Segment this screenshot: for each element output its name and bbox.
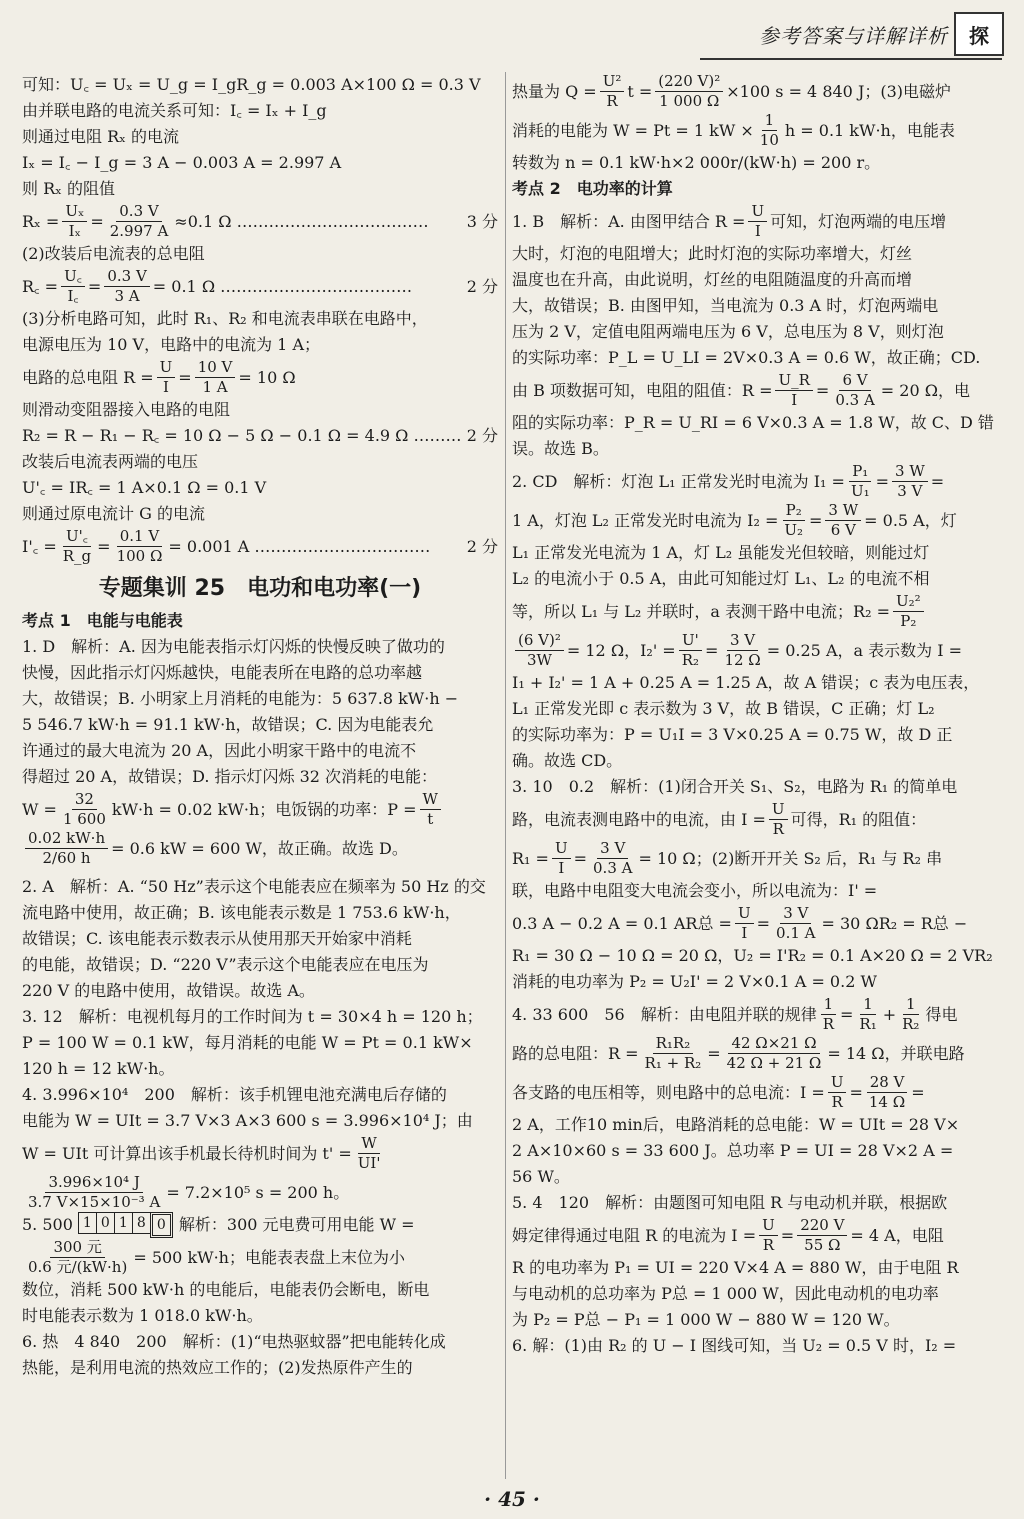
formula-text: = 0.1 Ω ……………………………… <box>152 276 413 296</box>
text-line: L₁ 正常发光电流为 1 A，灯 L₂ 虽能发光但较暗，则能过灯 <box>512 543 930 562</box>
text-line: 电源电压为 10 V，电路中的电流为 1 A； <box>22 335 320 354</box>
text-line: 由并联电路的电流关系可知：I꜀ = Iₓ + I_g <box>22 101 327 120</box>
topic-heading: 考点 2 电功率的计算 <box>512 179 673 198</box>
fraction: $\frac{U}{R}$ <box>828 1073 847 1112</box>
formula-line: 等，所以 L₁ 与 L₂ 并联时，a 表测干路中电流；R₂ = $\frac{\text{U₂²}}{\text{P₂}}$ <box>512 592 1000 631</box>
score: 2 分 <box>466 536 498 556</box>
right-column <box>512 72 1000 1359</box>
formula-line: R₁ = $\frac{U}{I}$ = $\frac{3 V}{0.3 A}$ = 10 Ω；(2)断开开关 S₂ 后，R₁ 与 R₂ 串 <box>512 839 943 877</box>
text-line: P = 100 W = 0.1 kW，每月消耗的电能 W = Pt = 0.1 kW× <box>22 1033 473 1052</box>
text-line: 数位，消耗 500 kW·h 的电能后，电能表仍会断电，断电 <box>22 1280 430 1299</box>
text-line: Iₓ = I꜀ − I_g = 3 A − 0.003 A = 2.997 A <box>22 153 342 172</box>
fraction: $\frac{\text{R₁R₂}}{\text{R₁ + R₂}}$ <box>644 1034 702 1072</box>
text-line: 56 W。 <box>512 1167 570 1186</box>
fraction: $\frac{U}{I}$ <box>552 839 571 878</box>
text-line: 电能为 W = UIt = 3.7 V×3 A×3 600 s = 3.996×10⁴ J；由 <box>22 1111 473 1130</box>
text-line: 1. D 解析：A. 因为电能表指示灯闪烁的快慢反映了做功的 <box>22 637 445 656</box>
score: 2 分 <box>466 276 498 296</box>
text-line: 得超过 20 A，故错误；D. 指示灯闪烁 32 次消耗的电能： <box>22 767 438 786</box>
text-line: 的电能，故错误；D. “220 V”表示这个电能表应在电压为 <box>22 955 429 974</box>
formula-text: = 10 Ω <box>238 367 296 387</box>
logo-icon: 探 <box>954 12 1004 56</box>
text-line: R 的电功率为 P₁ = UI = 220 V×4 A = 880 W，由于电阻 R <box>512 1258 959 1277</box>
fraction: $\frac{3 V}{0.1 A}$ <box>776 904 816 942</box>
fraction: $\frac{0.3 V}{3 A}$ <box>104 267 149 306</box>
fraction: $\frac{3 V}{12 \Omega}$ <box>724 631 761 669</box>
text-line: 5. 4 120 解析：由题图可知电阻 R 与电动机并联，根据欧 <box>512 1193 948 1212</box>
fraction: $\frac{\text{Uₓ}}{\text{Iₓ}}$ <box>62 202 87 241</box>
fraction: $\frac{\text{300 元}}{\text{0.6 元/(kW·h)}}$ <box>28 1238 128 1276</box>
text-line: 热能，是利用电流的热效应工作的；(2)发热原件产生的 <box>22 1358 413 1377</box>
text-line: 220 V 的电路中使用，故错误。故选 A。 <box>22 981 315 1000</box>
formula-text: = 0.001 A …………………………… <box>168 536 431 556</box>
text-line: 消耗的电功率为 P₂ = U₂I' = 2 V×0.1 A = 0.2 W <box>512 972 877 991</box>
text-line: 故错误；C. 该电能表示数表示从使用那天开始家中消耗 <box>22 929 412 948</box>
text-line: 5 546.7 kW·h = 91.1 kW·h，故错误；C. 因为电能表允 <box>22 715 434 734</box>
text-line: 4. 3.996×10⁴ 200 解析：该手机锂电池充满电后存储的 <box>22 1085 447 1104</box>
fraction: $\frac{\text{3.996×10⁴ J}}{\text{3.7 V×15×10⁻³ A}}$ <box>28 1173 161 1211</box>
formula-line: $\frac{0.02 kW\cdot h}{2/60 h}$ = 0.6 kW = 600 W，故正确。故选 D。 <box>22 829 498 868</box>
fraction: $\frac{U}{I}$ <box>735 904 754 943</box>
fraction: $\frac{W}{t}$ <box>420 790 441 829</box>
text-line: 转数为 n = 0.1 kW·h×2 000r/(kW·h) = 200 r。 <box>512 153 881 172</box>
meter-reading: 1 0 1 8 0 <box>79 1212 173 1238</box>
formula-text: = <box>90 211 104 231</box>
text-line: 3. 10 0.2 解析：(1)闭合开关 S₁、S₂，电路为 R₁ 的简单电 <box>512 777 958 796</box>
fraction: $\frac{\text{P₁}}{\text{U₁}}$ <box>850 462 870 500</box>
text-line: 的实际功率：P_L = U_LI = 2V×0.3 A = 0.6 W，故正确；CD. <box>512 348 981 367</box>
text-line: 温度也在升高，由此说明，灯丝的电阻随温度的升高而增 <box>512 270 913 289</box>
formula-line: 0.3 A − 0.2 A = 0.1 AR总 = $\frac{U}{I}$ = $\frac{3 V}{0.1 A}$ = 30 ΩR₂ = R总 − <box>512 904 968 942</box>
page-number: · 45 · <box>484 1487 540 1511</box>
text-line: 为 P₂ = P总 − P₁ = 1 000 W − 880 W = 120 W。 <box>512 1310 900 1329</box>
text-line: 大时，灯泡的电阻增大；此时灯泡的实际功率增大，灯丝 <box>512 244 913 263</box>
formula-line: 由 B 项数据可知，电阻的阻值：R = $\frac{U\_R}{I}$ = $\frac{6 V}{0.3 A}$ = 20 Ω，电 <box>512 371 971 409</box>
fraction: $\frac{3 V}{0.3 A}$ <box>593 839 633 877</box>
text-line: 可知：U꜀ = Uₓ = U_g = I_gR_g = 0.003 A×100 Ω = 0.3 V <box>22 75 481 94</box>
text-line: I₁ + I₂' = 1 A + 0.25 A = 1.25 A，故 A 错误；c 表为电压表， <box>512 673 980 692</box>
text-line: 快慢，因此指示灯闪烁越快，电能表所在电路的总功率越 <box>22 663 423 682</box>
formula-text: R₂ = R − R₁ − R꜀ = 10 Ω − 5 Ω − 0.1 Ω = 4.9 Ω ……… <box>22 426 462 445</box>
fraction: $\frac{U}{I}$ <box>748 202 767 241</box>
text-line: 2 A×10×60 s = 33 600 J。总功率 P = UI = 28 V×2 A = <box>512 1141 954 1160</box>
text-line: 6. 热 4 840 200 解析：(1)“电热驱蚊器”把电能转化成 <box>22 1332 446 1351</box>
text-line: 大，故错误；B. 小明家上月消耗的电能为：5 637.8 kW·h − <box>22 689 459 708</box>
fraction: $\frac{28 V}{14 \Omega}$ <box>866 1073 908 1112</box>
topic-heading: 考点 1 电能与电能表 <box>22 611 183 630</box>
text-line: 确。故选 CD。 <box>512 751 623 770</box>
fraction: $\frac{1}{\text{R₁}}$ <box>859 995 877 1033</box>
formula-text: I'꜀ = <box>22 536 57 556</box>
page-header <box>759 14 1004 54</box>
text-line: 时电能表示数为 1 018.0 kW·h。 <box>22 1306 263 1325</box>
formula-line: 路的总电阻：R = $\frac{\text{R₁R₂}}{\text{R₁ + R₂}}$ = $\frac{42 \Omega\times 21 \Omega}{42 \Omega + 21 \Omega}$ = 14 Ω，并联电路 <box>512 1034 965 1072</box>
fraction: $\frac{6 V}{0.3 A}$ <box>835 371 875 409</box>
text-line: 3. 12 解析：电视机每月的工作时间为 t = 30×4 h = 120 h； <box>22 1007 483 1026</box>
formula-line: 路，电流表测电路中的电流，由 I = $\frac{U}{R}$ 可得，R₁ 的阻值： <box>512 800 927 838</box>
fraction: $\frac{3 W}{6 V}$ <box>825 501 861 540</box>
text-line: 6. 解：(1)由 R₂ 的 U − I 图线可知，当 U₂ = 0.5 V 时，I₂ = <box>512 1336 957 1355</box>
text-line: 则 Rₓ 的阻值 <box>22 179 116 198</box>
text-line: 2. A 解析：A. “50 Hz”表示这个电能表应在频率为 50 Hz 的交 <box>22 877 486 896</box>
text-line: 压为 2 V，定值电阻两端电压为 6 V，总电压为 8 V，则灯泡 <box>512 322 944 341</box>
score: 2 分 <box>466 426 498 445</box>
text-line: 则通过原电流计 G 的电流 <box>22 504 205 523</box>
fraction: $\frac{32}{1 600}$ <box>62 790 106 828</box>
formula-text: = <box>87 276 102 296</box>
fraction: $\frac{W}{UI'}$ <box>357 1134 381 1172</box>
text-line: 的实际功率为：P = U₁I = 3 V×0.25 A = 0.75 W，故 D 正 <box>512 725 953 744</box>
text-line: R₁ = 30 Ω − 10 Ω = 20 Ω，U₂ = I'R₂ = 0.1 A×20 Ω = 2 VR₂ <box>512 946 993 965</box>
header-title: 参考答案与详解详析 <box>759 23 948 48</box>
formula-line: $\frac{\text{(6 V)²}}{3W}$ = 12 Ω，I₂' = $\frac{U'}{\text{R₂}}$ = $\frac{3 V}{12 \Omega}$ = 0.25 A，a 表示数为 I = <box>512 631 1000 670</box>
fraction: $\frac{\text{P₂}}{\text{U₂}}$ <box>784 501 804 539</box>
formula-line: 姆定律得通过电阻 R 的电流为 I = $\frac{U}{R}$ = $\frac{220 V}{55 \Omega}$ = 4 A，电阻 <box>512 1216 944 1254</box>
fraction: $\frac{U}{R}$ <box>769 800 788 839</box>
text-line: (2)改装后电流表的总电阻 <box>22 244 205 263</box>
text-line: 则通过电阻 Rₓ 的电流 <box>22 127 180 146</box>
formula-line: $\frac{\text{300 元}}{\text{0.6 元/(kW·h)}}$ = 500 kW·h；电能表表盘上末位为小 <box>22 1238 498 1277</box>
fraction: $\frac{U}{I}$ <box>157 358 176 397</box>
text-line: 阻的实际功率：P_R = U_RI = 6 V×0.3 A = 1.8 W，故 C、D 错 <box>512 413 994 432</box>
column-divider <box>505 72 506 1479</box>
text-line: 2 A，工作10 min后，电路消耗的总电能：W = UIt = 28 V× <box>512 1115 960 1134</box>
score: 3 分 <box>466 211 498 231</box>
text-line: 与电动机的总功率为 P总 = 1 000 W，因此电动机的电功率 <box>512 1284 939 1303</box>
fraction: $\frac{1}{10}$ <box>759 111 779 149</box>
formula-line: 4. 33 600 56 解析：由电阻并联的规律 $\frac{1}{R}$ = $\frac{1}{\text{R₁}}$ + $\frac{1}{\text{R₂}}$ 得电 <box>512 995 958 1033</box>
header-rule <box>700 58 1002 60</box>
text-line: L₂ 的电流小于 0.5 A，由此可知能过灯 L₁、L₂ 的电流不相 <box>512 569 930 588</box>
fraction: $\frac{U}{R}$ <box>759 1216 778 1255</box>
fraction: $\frac{U\_R}{I}$ <box>775 371 812 410</box>
text-line: 许通过的最大电流为 20 A，因此小明家干路中的电流不 <box>22 741 417 760</box>
formula-ic <box>22 527 498 566</box>
text-line: 误。故选 B。 <box>512 439 609 458</box>
formula-text: = <box>97 536 111 556</box>
fraction: $\frac{\text{(6 V)²}}{3W}$ <box>515 631 564 670</box>
fraction: $\frac{3 W}{3 V}$ <box>892 462 928 501</box>
formula-r <box>22 358 498 397</box>
fraction: $\frac{0.02 kW\cdot h}{2/60 h}$ <box>25 829 108 868</box>
formula-rc <box>22 267 498 306</box>
fraction: $\frac{0.1 V}{100 \Omega}$ <box>116 527 163 565</box>
text-line: 则滑动变阻器接入电路的电阻 <box>22 400 231 419</box>
formula-line: 1 A，灯泡 L₂ 正常发光时电流为 I₂ = $\frac{\text{P₂}}{\text{U₂}}$ = $\frac{3 W}{6 V}$ = 0.5 A，灯 <box>512 501 957 539</box>
formula-line: $\frac{\text{3.996×10⁴ J}}{\text{3.7 V×15×10⁻³ A}}$ = 7.2×10⁵ s = 200 h。 <box>22 1173 498 1212</box>
fraction: $\frac{U꜀}{I꜀}$ <box>61 267 85 306</box>
text-line: 120 h = 12 kW·h。 <box>22 1059 175 1078</box>
text-line: 联，电路中电阻变大电流会变小，所以电流为：I' = <box>512 881 878 900</box>
formula-line: 热量为 Q = $\frac{\text{U²}}{R}$ t = $\frac{\text{(220 V)²}}{1 000 \Omega}$ ×100 s = 4 840 J；(3)电磁炉 <box>512 72 952 110</box>
formula-r2 <box>22 423 498 449</box>
fraction: $\frac{U'}{\text{R₂}}$ <box>679 631 702 670</box>
fraction: $\frac{U'꜀}{R\_g}$ <box>62 527 92 565</box>
text-line: 流电路中使用，故正确；B. 该电能表示数是 1 753.6 kW·h， <box>22 903 461 922</box>
fraction: $\frac{1}{\text{R₂}}$ <box>902 995 920 1033</box>
fraction: $\frac{42 \Omega\times 21 \Omega}{42 \Omega + 21 \Omega}$ <box>726 1034 822 1072</box>
formula-line: W = $\frac{32}{1 600}$ kW·h = 0.02 kW·h；电饭锅的功率：P = $\frac{W}{t}$ <box>22 790 498 829</box>
fraction: $\frac{\text{(220 V)²}}{1 000 \Omega}$ <box>655 72 723 111</box>
fraction: $\frac{10 V}{1 A}$ <box>195 358 236 397</box>
left-column <box>22 72 498 1381</box>
formula-line: 各支路的电压相等，则电路中的总电流：I = $\frac{U}{R}$ = $\frac{28 V}{14 \Omega}$ = <box>512 1073 925 1111</box>
formula-text: ≈0.1 Ω ……………………………… <box>174 211 429 231</box>
formula-rx <box>22 202 498 241</box>
formula-text: 电路的总电阻 R = <box>22 367 154 387</box>
formula-text: R꜀ = <box>22 276 59 296</box>
text-line: L₁ 正常发光即 c 表示数为 3 V，故 B 错误，C 正确；灯 L₂ <box>512 699 935 718</box>
text-line: (3)分析电路可知，此时 R₁、R₂ 和电流表串联在电路中， <box>22 309 428 328</box>
formula-line: W = UIt 可计算出该手机最长待机时间为 t' = $\frac{W}{UI'}$ <box>22 1134 498 1173</box>
fraction: $\frac{220 V}{55 \Omega}$ <box>797 1216 847 1255</box>
fraction: $\frac{1}{R}$ <box>820 995 837 1034</box>
formula-text: Rₓ = <box>22 211 60 231</box>
text-line: 改装后电流表两端的电压 <box>22 452 199 471</box>
fraction: $\frac{\text{U₂²}}{\text{P₂}}$ <box>893 592 924 631</box>
formula-line: 消耗的电能为 W = Pt = 1 kW × $\frac{1}{10}$ h = 0.1 kW·h，电能表 <box>512 111 955 149</box>
q5-line: 5. 500 1 0 1 8 0 解析：300 元电费可用电能 W = <box>22 1212 498 1238</box>
text-line: U'꜀ = IR꜀ = 1 A×0.1 Ω = 0.1 V <box>22 478 267 497</box>
fraction: $\frac{\text{U²}}{R}$ <box>600 72 625 111</box>
fraction: $\frac{0.3 V}{2.997 A}$ <box>109 202 169 240</box>
section-title: 专题集训 25 电功和电功率(一) <box>98 576 422 601</box>
formula-line: 1. B 解析：A. 由图甲结合 R = $\frac{U}{I}$ 可知，灯泡两端的电压增 <box>512 202 947 240</box>
formula-text: = <box>178 367 192 387</box>
text-line: 大，故错误；B. 由图甲知，当电流为 0.3 A 时，灯泡两端电 <box>512 296 939 315</box>
formula-line: 2. CD 解析：灯泡 L₁ 正常发光时电流为 I₁ = $\frac{\text{P₁}}{\text{U₁}}$ = $\frac{3 W}{3 V}$ = <box>512 462 945 500</box>
